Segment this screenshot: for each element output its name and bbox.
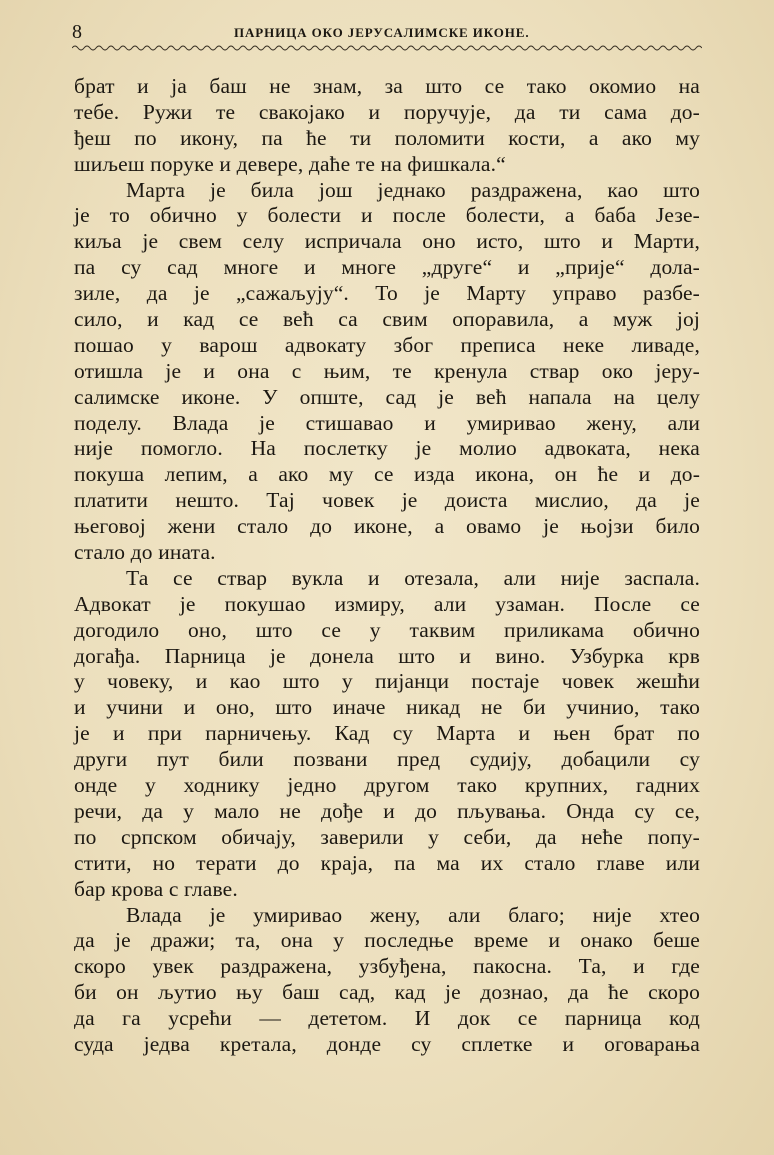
text-line: суда једва кретала, донде су сплетке и оговарања [74, 1031, 700, 1056]
text-line: Марта је била још једнако раздражена, као што [126, 177, 700, 202]
text-line: покуша лепим, а ако му се изда икона, он ће и до- [74, 462, 700, 487]
text-line: салимске иконе. У опште, сад је већ напала на целу [74, 384, 700, 409]
text-line: стало до ината. [74, 540, 216, 565]
text-line: је то обично у болести и после болести, а баба Језе- [74, 203, 700, 228]
text-line: бар крова с главе. [74, 876, 238, 901]
text-line: зиле, да је „сажаљују“. То је Марту управо разбе- [74, 281, 700, 306]
text-line: стити, но терати до краја, па ма их стало главе или [74, 850, 700, 875]
text-line: поделу. Влада је стишавао и умиривао жену, али [74, 410, 700, 435]
text-line: Та се ствар вукла и отезала, али није заспала. [126, 565, 700, 590]
text-line: други пут били позвани пред судију, добацили су [74, 747, 700, 772]
text-line: сило, и кад се већ са свим опоравила, а муж јој [74, 307, 700, 332]
text-line: његовој жени стало до иконе, а овамо је њојзи било [74, 514, 700, 539]
text-line: догодило оно, што се у таквим приликама обично [74, 617, 700, 642]
text-line: да је дражи; та, она у последње време и онако беше [74, 928, 700, 953]
running-title: ПАРНИЦА ОКО ЈЕРУСАЛИМСКЕ ИКОНЕ. [234, 25, 530, 40]
text-line: је и при парничењу. Кад су Марта и њен брат по [74, 721, 700, 746]
text-line: пошао у варош адвокату због преписа неке ливаде, [74, 332, 700, 357]
text-line: по српском обичају, заверили у себи, да неће попу- [74, 824, 700, 849]
text-line: би он љутио њу баш сад, кад је дознао, да ће скоро [74, 980, 700, 1005]
text-line: скоро увек раздражена, узбуђена, пакосна. Та, и где [74, 954, 700, 979]
text-line: ђеш по икону, па ће ти поломити кости, а ако му [74, 125, 700, 150]
text-line: Влада је умиривао жену, али благо; није хтео [126, 902, 700, 927]
text-line: да га усрећи — дететом. И док се парница код [74, 1006, 700, 1031]
page-number: 8 [72, 21, 82, 43]
text-line: киља је свем селу испричала оно исто, што и Марти, [74, 229, 700, 254]
text-line: речи, да у мало не дође и до пљувања. Онда су се, [74, 798, 700, 823]
text-line: отишла је и она с њим, те кренула ствар око јеру- [74, 358, 700, 383]
text-line: и учини и оно, што иначе никад не би учинио, тако [74, 695, 700, 720]
text-line: онде у ходнику једно другом тако крупних, гадних [74, 773, 700, 798]
text-line: тебе. Ружи те свакојако и поручује, да ти сама до- [74, 99, 700, 124]
text-line: није помогло. На послетку је молио адвоката, нека [74, 436, 700, 461]
text-line: па су сад многе и многе „друге“ и „прије“ дола- [74, 255, 700, 280]
text-line: брат и ја баш не знам, за што се тако окомио на [74, 74, 700, 98]
body-text [74, 74, 700, 1058]
text-line: у човеку, и као што у пијанци постаје човек жешћи [74, 669, 700, 694]
header-ornamental-rule [72, 44, 702, 52]
text-line: платити нешто. Тај човек је доиста мислио, да је [74, 488, 700, 513]
text-line: шиљеш поруке и девере, даће те на фишкала.“ [74, 151, 506, 176]
text-line: Адвокат је покушао измиру, али узаман. После се [74, 591, 700, 616]
text-line: догађа. Парница је донела што и вино. Узбурка крв [74, 643, 700, 668]
